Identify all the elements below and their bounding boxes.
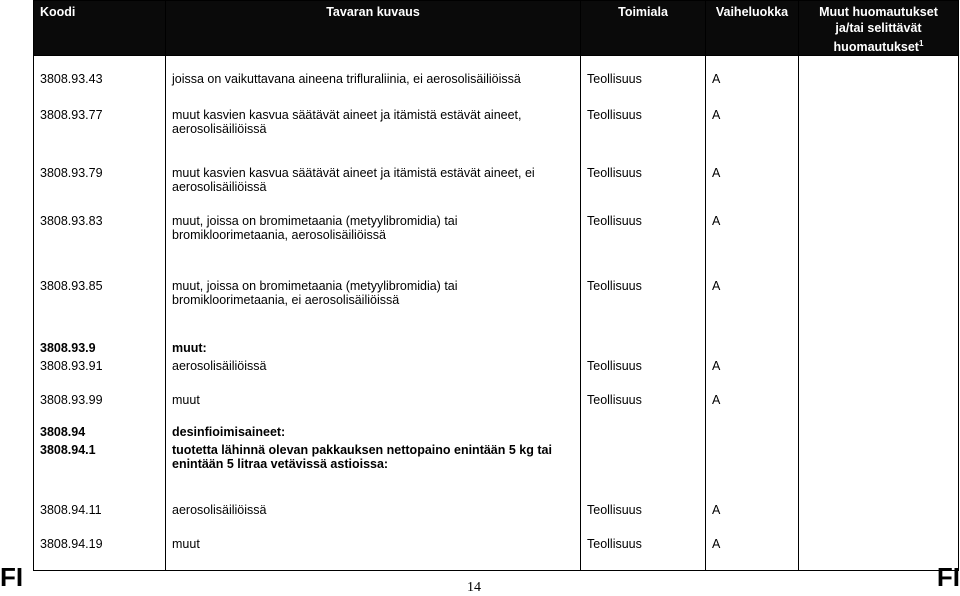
row-notes <box>799 425 959 443</box>
row-code: 3808.94.1 <box>34 443 166 503</box>
table-row <box>34 425 959 443</box>
row-code: 3808.93.91 <box>34 359 166 393</box>
row-code: 3808.94.19 <box>34 537 166 571</box>
row-sector: Teollisuus <box>581 214 706 279</box>
row-phase: A <box>706 537 799 571</box>
row-description: aerosolisäiliöissä <box>166 359 581 393</box>
table-row <box>34 359 959 393</box>
row-sector: Teollisuus <box>581 56 706 108</box>
table-row <box>34 537 959 571</box>
row-description: tuotetta lähinnä olevan pakkauksen nettopaino enintään 5 kg tai enintään 5 litraa vetävissä astioissa: <box>166 443 581 503</box>
row-description: aerosolisäiliöissä <box>166 503 581 537</box>
footer-language-label-left: FI <box>0 562 24 592</box>
row-code: 3808.93.43 <box>34 56 166 108</box>
header-code: Koodi <box>34 1 166 56</box>
row-code: 3808.93.99 <box>34 393 166 425</box>
table-row <box>34 214 959 279</box>
header-description: Tavaran kuvaus <box>166 1 581 56</box>
row-code: 3808.93.79 <box>34 166 166 214</box>
row-notes <box>799 108 959 166</box>
row-description: desinfioimisaineet: <box>166 425 581 443</box>
row-description: muut: <box>166 341 581 359</box>
row-notes <box>799 537 959 571</box>
row-sector: Teollisuus <box>581 108 706 166</box>
row-phase: A <box>706 279 799 341</box>
row-sector <box>581 425 706 443</box>
row-notes <box>799 341 959 359</box>
row-description: muut <box>166 393 581 425</box>
row-description: muut kasvien kasvua säätävät aineet ja itämistä estävät aineet, aerosolisäiliöissä <box>166 108 581 166</box>
row-phase: A <box>706 108 799 166</box>
row-sector: Teollisuus <box>581 537 706 571</box>
row-phase: A <box>706 359 799 393</box>
table-row <box>34 393 959 425</box>
table-row <box>34 443 959 503</box>
row-phase <box>706 443 799 503</box>
row-code: 3808.94 <box>34 425 166 443</box>
row-description: muut, joissa on bromimetaania (metyylibromidia) tai bromikloorimetaania, ei aerosolisäiliöissä <box>166 279 581 341</box>
row-notes <box>799 56 959 108</box>
table-row <box>34 279 959 341</box>
table-row <box>34 341 959 359</box>
header-notes-label: Muut huomautukset ja/tai selittävät huomautukset <box>819 5 938 55</box>
page-number: 14 <box>467 580 481 595</box>
row-notes <box>799 279 959 341</box>
row-notes <box>799 503 959 537</box>
row-code: 3808.93.9 <box>34 341 166 359</box>
row-sector: Teollisuus <box>581 166 706 214</box>
row-notes <box>799 393 959 425</box>
row-notes <box>799 166 959 214</box>
row-code: 3808.94.11 <box>34 503 166 537</box>
table-row <box>34 166 959 214</box>
table-header-row <box>34 1 959 56</box>
header-notes <box>799 1 959 56</box>
row-sector: Teollisuus <box>581 503 706 537</box>
row-phase: A <box>706 214 799 279</box>
row-description: joissa on vaikuttavana aineena trifluraliinia, ei aerosolisäiliöissä <box>166 56 581 108</box>
row-phase: A <box>706 393 799 425</box>
row-description: muut <box>166 537 581 571</box>
row-sector: Teollisuus <box>581 393 706 425</box>
row-sector <box>581 443 706 503</box>
row-notes <box>799 443 959 503</box>
row-code: 3808.93.77 <box>34 108 166 166</box>
row-phase <box>706 341 799 359</box>
footer-language-label-right: FI <box>936 562 960 592</box>
row-phase <box>706 425 799 443</box>
row-phase: A <box>706 503 799 537</box>
row-notes <box>799 214 959 279</box>
header-notes-footnote: 1 <box>918 39 924 48</box>
row-sector <box>581 341 706 359</box>
row-notes <box>799 359 959 393</box>
tariff-table <box>33 0 959 571</box>
row-phase: A <box>706 56 799 108</box>
row-sector: Teollisuus <box>581 359 706 393</box>
row-sector: Teollisuus <box>581 279 706 341</box>
row-description: muut kasvien kasvua säätävät aineet ja itämistä estävät aineet, ei aerosolisäiliöissä <box>166 166 581 214</box>
row-phase: A <box>706 166 799 214</box>
row-code: 3808.93.83 <box>34 214 166 279</box>
table-row <box>34 108 959 166</box>
row-description: muut, joissa on bromimetaania (metyylibromidia) tai bromikloorimetaania, aerosolisäiliöissä <box>166 214 581 279</box>
table-row <box>34 503 959 537</box>
header-sector: Toimiala <box>581 1 706 56</box>
table-row <box>34 56 959 108</box>
header-phase: Vaiheluokka <box>706 1 799 56</box>
row-code: 3808.93.85 <box>34 279 166 341</box>
